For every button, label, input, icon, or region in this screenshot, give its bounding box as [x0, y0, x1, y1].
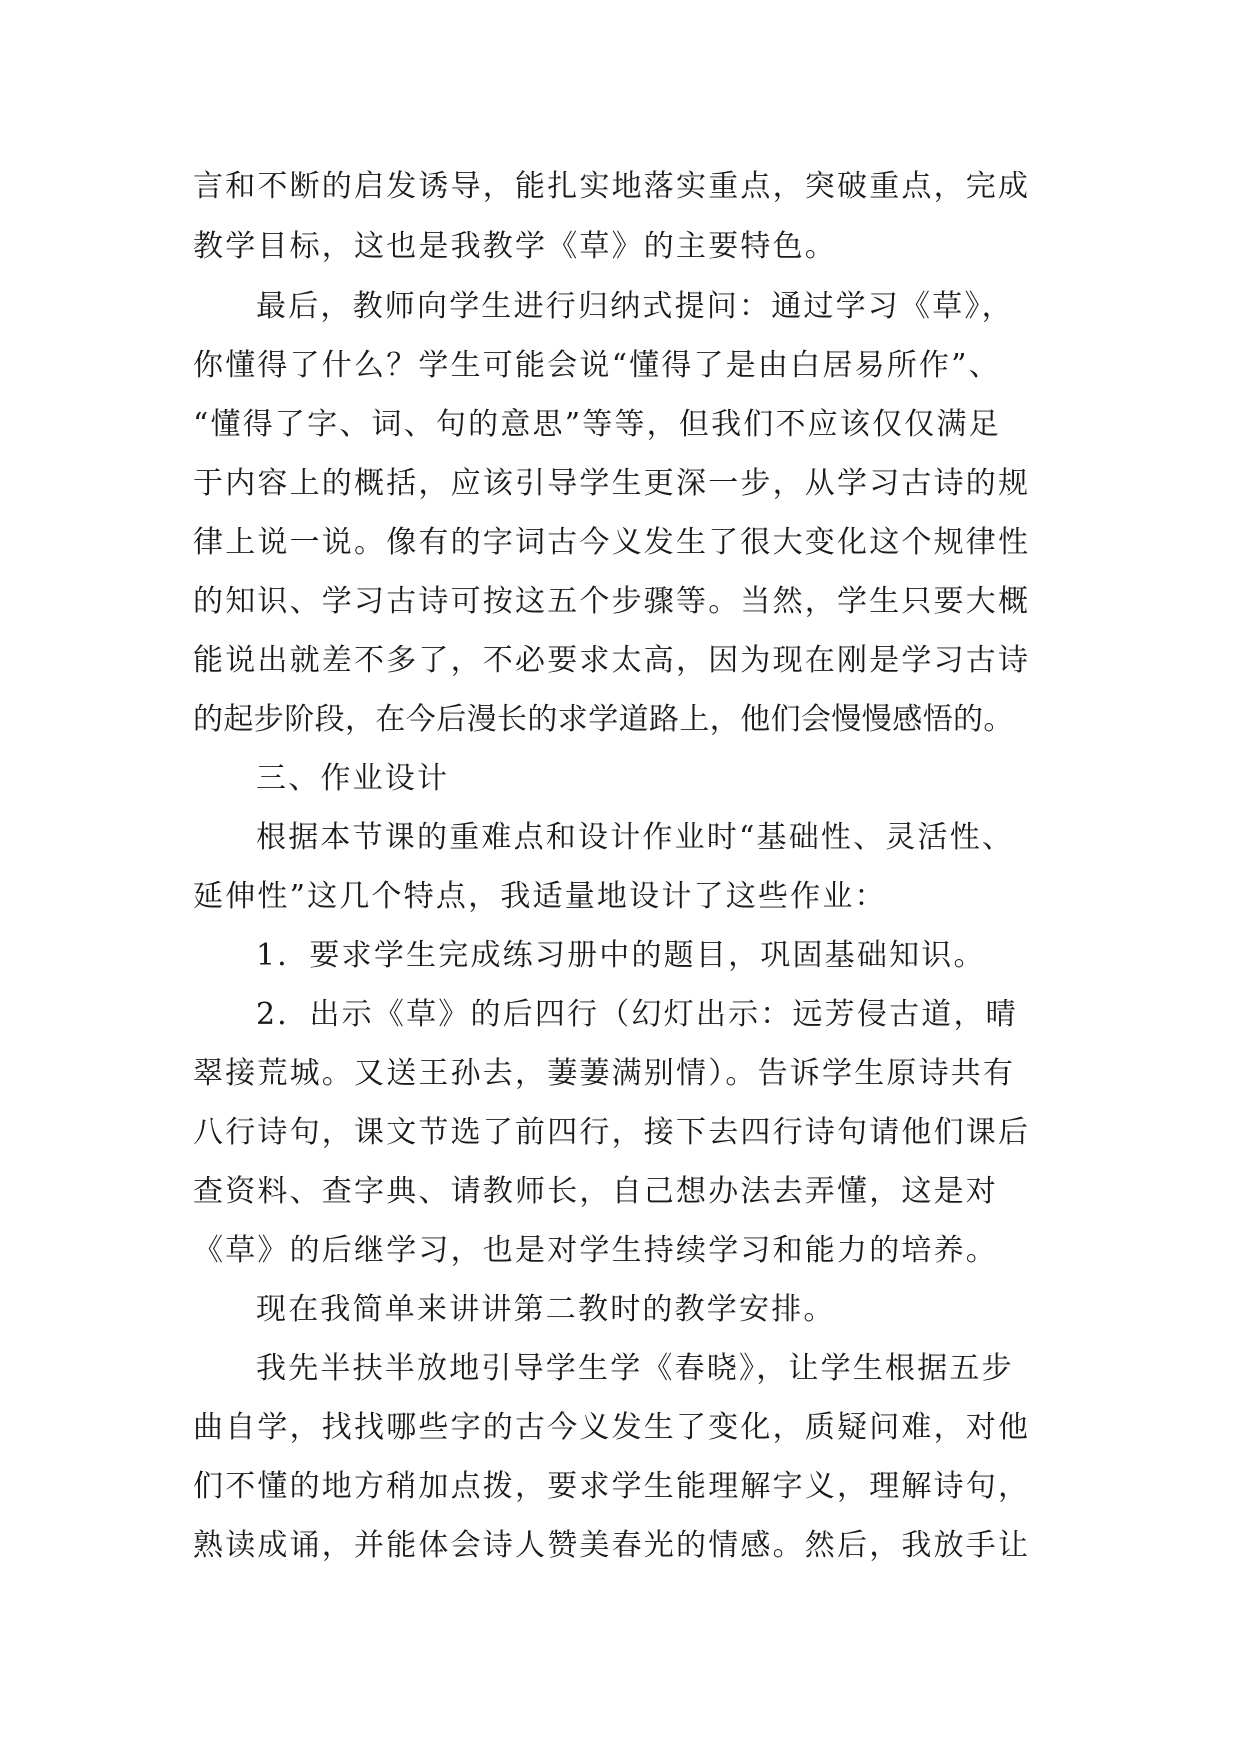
text-line: 的知识、学习古诗可按这五个步骤等。当然，学生只要大概 [193, 584, 1031, 619]
paragraph-start: 最后，教师向学生进行归纳式提问：通过学习《草》， [256, 289, 1014, 324]
list-item: 2．出示《草》的后四行（幻灯出示：远芳侵古道，晴 [256, 997, 1018, 1032]
paragraph-start: 根据本节课的重难点和设计作业时“基础性、灵活性、 [256, 820, 1015, 855]
text-line: 于内容上的概括，应该引导学生更深一步，从学习古诗的规 [193, 466, 1031, 501]
text-line: “懂得了字、词、句的意思”等等，但我们不应该仅仅满足 [193, 407, 1001, 442]
text-line: 教学目标，这也是我教学《草》的主要特色。 [193, 229, 837, 264]
text-line: 言和不断的启发诱导，能扎实地落实重点，突破重点，完成 [193, 169, 1031, 204]
paragraph-start: 我先半扶半放地引导学生学《春晓》，让学生根据五步 [256, 1351, 1014, 1386]
text-line: 能说出就差不多了，不必要求太高，因为现在刚是学习古诗 [193, 643, 1031, 678]
text-line: 曲自学，找找哪些字的古今义发生了变化，质疑问难，对他 [193, 1410, 1031, 1445]
text-line: 律上说一说。像有的字词古今义发生了很大变化这个规律性 [193, 525, 1031, 560]
list-item: 1．要求学生完成练习册中的题目，巩固基础知识。 [256, 938, 986, 973]
text-line: 八行诗句，课文节选了前四行，接下去四行诗句请他们课后 [193, 1115, 1031, 1150]
text-line: 翠接荒城。又送王孙去，萋萋满别情）。告诉学生原诗共有 [193, 1056, 1016, 1091]
text-line: 们不懂的地方稍加点拨，要求学生能理解字义，理解诗句， [193, 1469, 1031, 1504]
text-line: 《草》的后继学习，也是对学生持续学习和能力的培养。 [193, 1233, 998, 1268]
text-line: 你懂得了什么？学生可能会说“懂得了是由白居易所作”、 [193, 348, 1001, 383]
text-line: 熟读成诵，并能体会诗人赞美春光的情感。然后，我放手让 [193, 1528, 1031, 1563]
paragraph-start: 现在我简单来讲讲第二教时的教学安排。 [256, 1292, 836, 1327]
text-line: 的起步阶段，在今后漫长的求学道路上，他们会慢慢感悟的。 [193, 702, 1014, 737]
text-line: 延伸性”这几个特点，我适量地设计了这些作业： [193, 879, 887, 914]
text-line: 查资料、查字典、请教师长，自己想办法去弄懂，这是对 [193, 1174, 998, 1209]
section-heading: 三、作业设计 [256, 761, 450, 796]
